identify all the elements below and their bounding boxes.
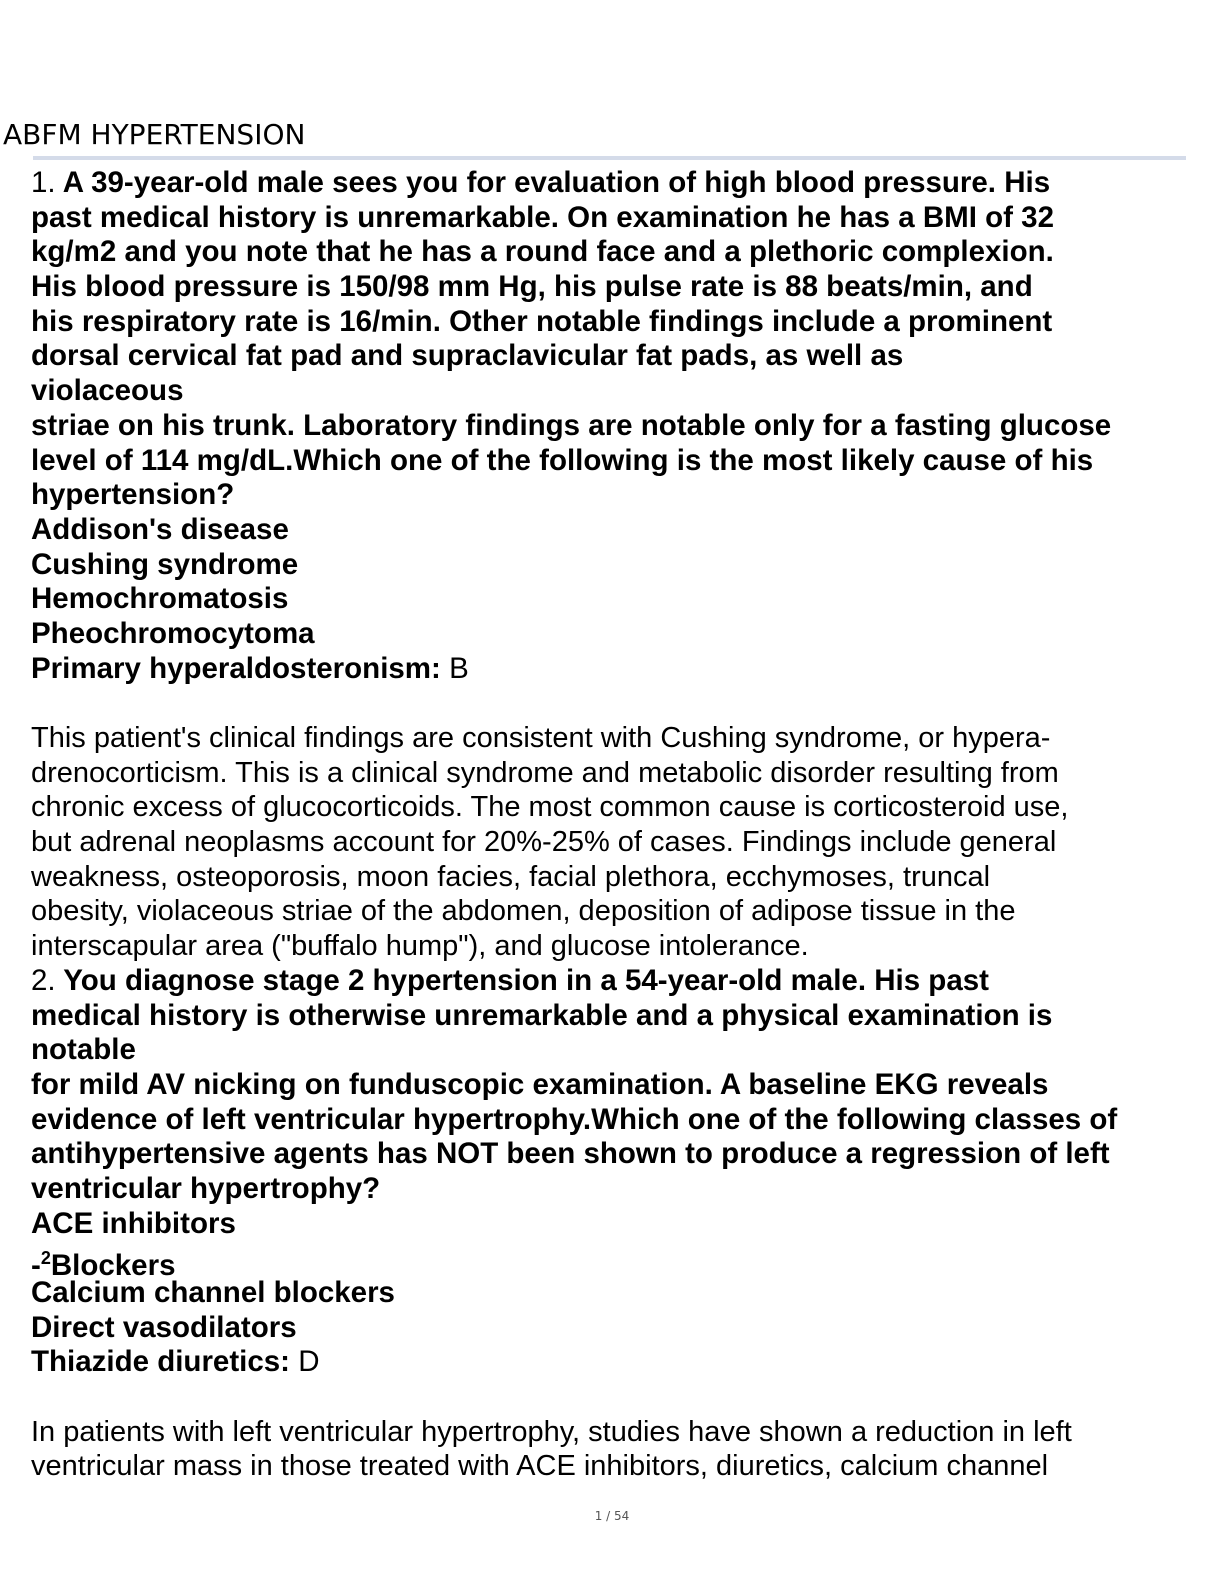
question-stem-line: hypertension?: [31, 478, 235, 512]
beta-superscript: 2: [40, 1248, 51, 1269]
explanation-line: drenocorticism. This is a clinical syndrome and metabolic disorder resulting from: [31, 756, 1059, 789]
question-stem-line: dorsal cervical fat pad and supraclavicular fat pads, as well as: [31, 339, 904, 373]
beta-prefix: -: [31, 1249, 41, 1283]
correct-answer: D: [290, 1345, 320, 1379]
question-2-number: 2.: [31, 963, 56, 997]
spacer: [31, 686, 1201, 721]
explanation-line: chronic excess of glucocorticoids. The most common cause is corticosteroid use,: [31, 791, 1069, 824]
question-stem-line: notable: [31, 1033, 136, 1067]
question-1-first-line: [31, 166, 1201, 201]
answer-option: Calcium channel blockers: [31, 1276, 395, 1309]
beta-label: Blockers: [50, 1249, 176, 1283]
answer-option: ACE inhibitors: [31, 1206, 236, 1240]
question-stem-line: antihypertensive agents has NOT been shown to produce a regression of left: [31, 1137, 1110, 1171]
question-stem-line: You diagnose stage 2 hypertension in a 54-year-old male. His past: [55, 963, 989, 997]
answer-option-last: [31, 652, 1201, 687]
question-stem-line: for mild AV nicking on funduscopic examination. A baseline EKG reveals: [31, 1067, 1049, 1101]
explanation-line: but adrenal neoplasms account for 20%-25% of cases. Findings include general: [31, 826, 1057, 859]
page-indicator: 1 / 54: [594, 1509, 630, 1523]
answer-option-beta-blockers: [31, 1241, 1201, 1283]
question-stem-line: His blood pressure is 150/98 mm Hg, his pulse rate is 88 beats/min, and: [31, 270, 1033, 304]
question-2-first-line: [31, 964, 1201, 999]
answer-option-last: [31, 1345, 1201, 1380]
explanation-line: In patients with left ventricular hypertrophy, studies have shown a reduction in left: [31, 1415, 1072, 1448]
question-stem-line: violaceous: [31, 374, 184, 408]
question-stem-line: A 39-year-old male sees you for evaluation of high blood pressure. His: [55, 166, 1051, 199]
question-stem-line: past medical history is unremarkable. On examination he has a BMI of 32: [31, 200, 1054, 234]
explanation-line: interscapular area ("buffalo hump"), and glucose intolerance.: [31, 930, 809, 963]
document-body: [31, 166, 1201, 1484]
explanation-line: weakness, osteoporosis, moon facies, facial plethora, ecchymoses, truncal: [31, 860, 991, 893]
question-stem-line: ventricular hypertrophy?: [31, 1171, 381, 1205]
question-stem-line: his respiratory rate is 16/min. Other notable findings include a prominent: [31, 304, 1053, 338]
question-2: [31, 964, 1201, 1484]
title-divider: [33, 156, 1186, 160]
question-2-explanation: [31, 1415, 1201, 1484]
spacer: [31, 1380, 1201, 1415]
correct-answer: B: [440, 651, 469, 685]
question-stem-line: kg/m2 and you note that he has a round face and a plethoric complexion.: [31, 235, 1054, 269]
explanation-line: obesity, violaceous striae of the abdomen, deposition of adipose tissue in the: [31, 895, 1016, 928]
question-stem-line: striae on his trunk. Laboratory findings are notable only for a fasting glucose: [31, 408, 1112, 442]
question-1-number: 1.: [31, 166, 56, 199]
question-1-explanation: [31, 721, 1201, 964]
question-stem-line: medical history is otherwise unremarkable and a physical examination is: [31, 998, 1053, 1032]
answer-option: Direct vasodilators: [31, 1310, 297, 1344]
answer-option: Primary hyperaldosteronism:: [31, 651, 441, 685]
question-stem-line: evidence of left ventricular hypertrophy.Which one of the following classes of: [31, 1102, 1118, 1136]
answer-option: Thiazide diuretics:: [31, 1345, 290, 1379]
answer-option: Addison's disease: [31, 512, 289, 546]
question-1: [31, 166, 1201, 964]
explanation-line: This patient's clinical findings are consistent with Cushing syndrome, or hypera-: [31, 722, 1051, 754]
document-title: ABFM HYPERTENSION: [3, 118, 306, 151]
question-stem-line: level of 114 mg/dL.Which one of the following is the most likely cause of his: [31, 443, 1094, 477]
explanation-line: ventricular mass in those treated with ACE inhibitors, diuretics, calcium channel: [31, 1450, 1049, 1483]
answer-option: Pheochromocytoma: [31, 616, 315, 650]
answer-option: Hemochromatosis: [31, 582, 289, 616]
answer-option: Cushing syndrome: [31, 547, 299, 581]
